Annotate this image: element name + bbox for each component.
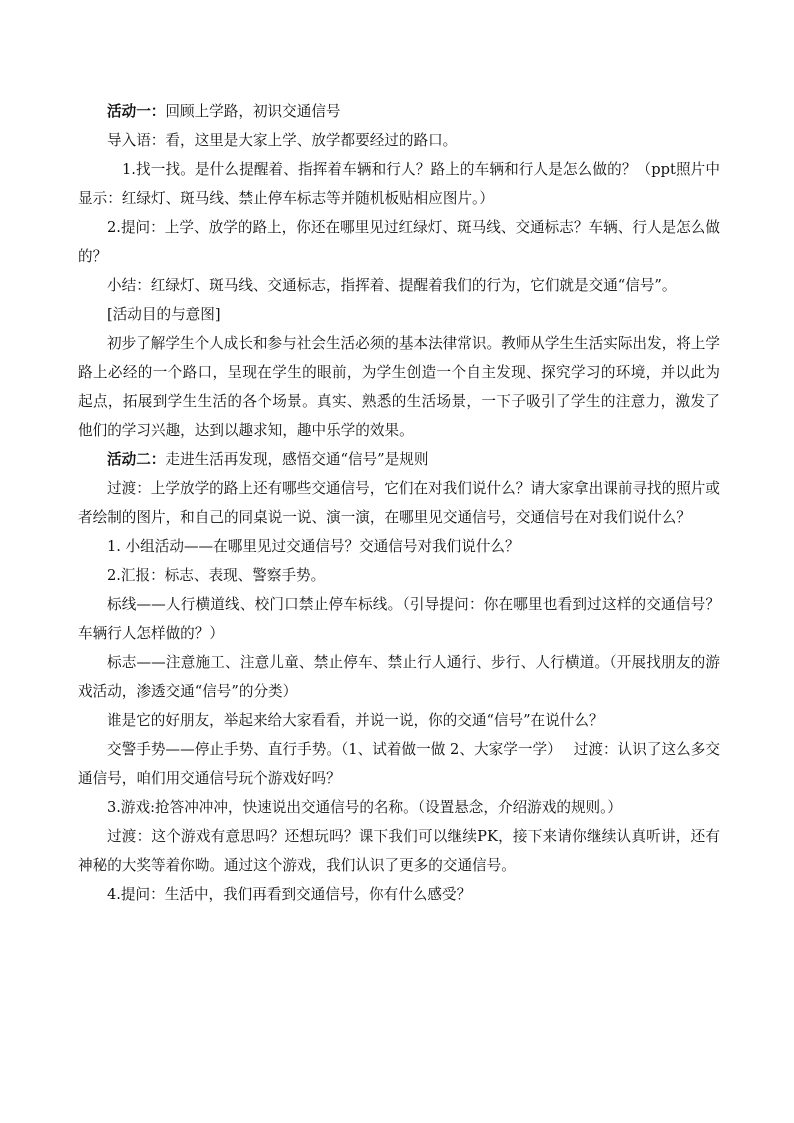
- activity-two-heading: [78, 445, 720, 474]
- activity-one-title: 回顾上学路，初识交通信号: [165, 103, 341, 120]
- signs-paragraph: 标志——注意施工、注意儿童、禁止停车、禁止行人通行、步行、人行横道。（开展找朋友的游戏活动，渗透交通“信号”的分类）: [78, 654, 720, 700]
- report-paragraph: 2.汇报：标志、表现、警察手势。: [107, 567, 326, 584]
- game-paragraph: 3.游戏:抢答冲冲冲，快速说出交通信号的名称。（设置悬念，介绍游戏的规则。）: [107, 799, 623, 816]
- activity-two-title: 走进生活再发现，感悟交通“信号”是规则: [165, 451, 429, 468]
- purpose-title: [活动目的与意图]: [107, 306, 221, 323]
- group-activity-paragraph: 1. 小组活动——在哪里见过交通信号？交通信号对我们说什么？: [107, 538, 520, 555]
- intro-paragraph: 导入语：看，这里是大家上学、放学都要经过的路口。: [107, 132, 458, 149]
- transition-one-paragraph: 过渡：上学放学的路上还有哪些交通信号，它们在对我们说什么？请大家拿出课前寻找的照片或者绘制的图片，和自己的同桌说一说、演一演，在哪里见交通信号，交通信号在对我们说什么？: [78, 480, 720, 526]
- friend-paragraph: 谁是它的好朋友，举起来给大家看看，并说一说，你的交通“信号”在说什么？: [107, 712, 604, 729]
- document-body: [78, 97, 720, 909]
- activity-two-label: 活动二：: [107, 451, 166, 468]
- police-gesture-paragraph: 交警手势——停止手势、直行手势。（1、试着做一做 2、大家学一学） 过渡：认识了这么多交通信号，咱们用交通信号玩个游戏好吗？: [78, 741, 720, 787]
- summary-paragraph: 小结：红绿灯、斑马线、交通标志，指挥着、提醒着我们的行为，它们就是交通“信号”。: [107, 277, 677, 294]
- marking-paragraph: 标线——人行横道线、校门口禁止停车标线。（引导提问：你在哪里也看到过这样的交通信号？车辆行人怎样做的？）: [78, 596, 720, 642]
- transition-two-paragraph: 过渡：这个游戏有意思吗？还想玩吗？课下我们可以继续PK，接下来请你继续认真听讲，还有神秘的大奖等着你呦。通过这个游戏，我们认识了更多的交通信号。: [78, 828, 720, 874]
- activity-one-label: 活动一：: [107, 103, 166, 120]
- activity-one-heading: [78, 97, 720, 126]
- step-ask-paragraph: 2.提问：上学、放学的路上，你还在哪里见过红绿灯、斑马线、交通标志？车辆、行人是怎么做的？: [78, 219, 720, 265]
- step-find-paragraph: 1.找一找。是什么提醒着、指挥着车辆和行人？路上的车辆和行人是怎么做的？（ppt照片中显示：红绿灯、斑马线、禁止停车标志等并随机板贴相应图片。）: [78, 161, 720, 207]
- purpose-body: 初步了解学生个人成长和参与社会生活必须的基本法律常识。教师从学生生活实际出发，将上学路上必经的一个路口，呈现在学生的眼前，为学生创造一个自主发现、探究学习的环境，并以此为起点，拓展到学生生活的各个场景。真实、熟悉的生活场景，一下子吸引了学生的注意力，激发了他们的学习兴趣，达到以趣求知，趣中乐学的效果。: [78, 335, 720, 439]
- feeling-question-paragraph: 4.提问：生活中，我们再看到交通信号，你有什么感受？: [107, 886, 472, 903]
